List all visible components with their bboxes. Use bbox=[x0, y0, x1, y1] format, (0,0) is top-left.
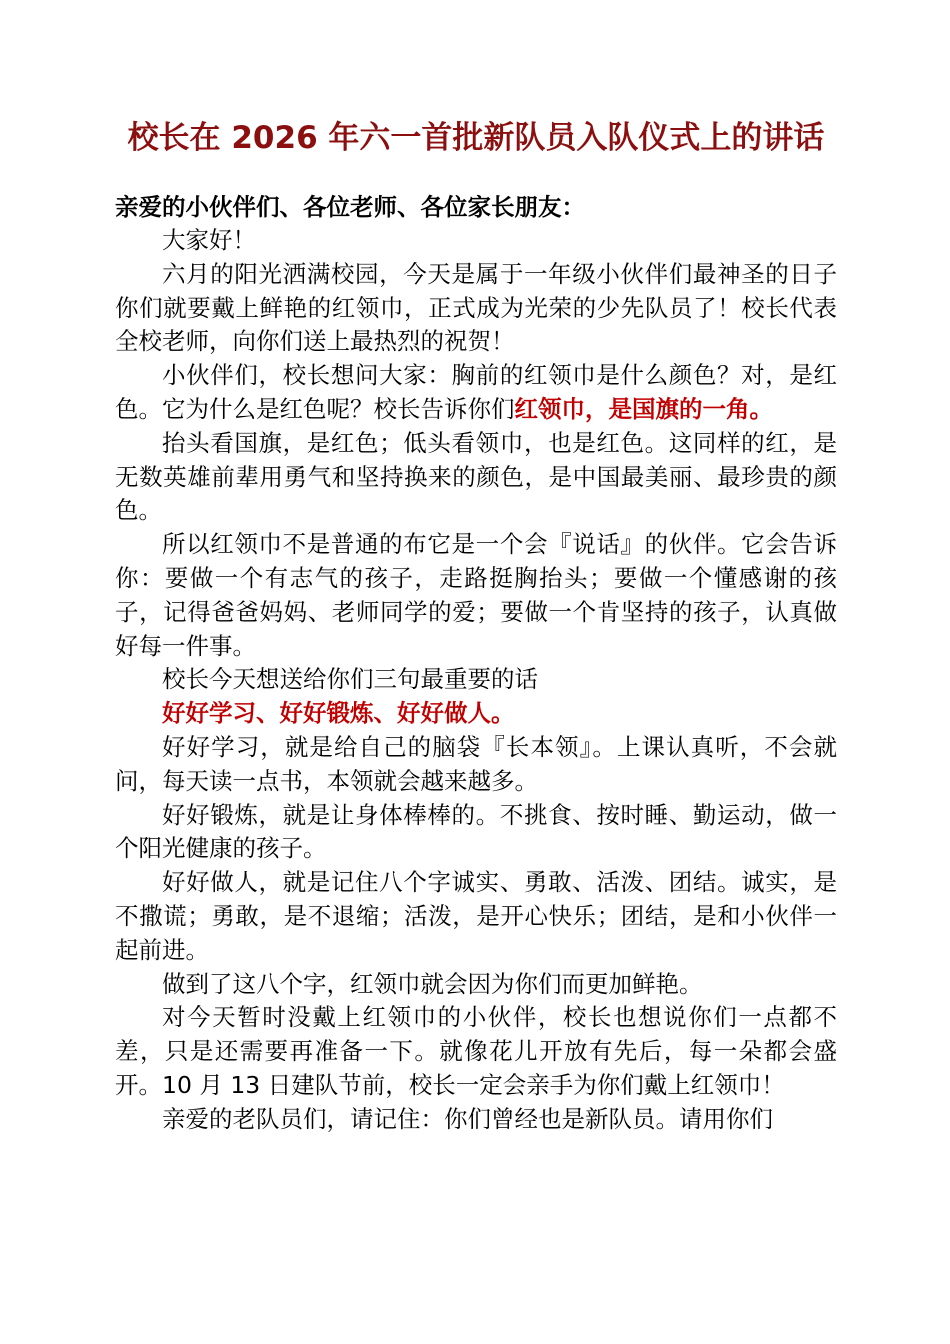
paragraph-exercise: 好好锻炼，就是让身体棒棒的。不挑食、按时睡、勤运动，做一个阳光健康的孩子。 bbox=[115, 800, 837, 863]
paragraph-three-sentences-intro: 校长今天想送给你们三句最重要的话 bbox=[162, 665, 538, 694]
document-title: 校长在 2026 年六一首批新队员入队仪式上的讲话 bbox=[127, 120, 825, 156]
paragraph-eight-characters: 做到了这八个字，红领巾就会因为你们而更加鲜艳。 bbox=[162, 969, 703, 998]
paragraph-red-color: 抬头看国旗，是红色；低头看领巾，也是红色。这同样的红，是无数英雄前辈用勇气和坚持换来的颜色，是中国最美丽、最珍贵的颜色。 bbox=[115, 428, 837, 525]
paragraph-old-members: 亲爱的老队员们，请记住：你们曾经也是新队员。请用你们 bbox=[162, 1104, 773, 1133]
emphasis-flag-corner: 红领巾，是国旗的一角。 bbox=[514, 394, 773, 423]
paragraph-character: 好好做人，就是记住八个字诚实、勇敢、活泼、团结。诚实，是不撒谎；勇敢，是不退缩；活泼，是开心快乐；团结，是和小伙伴一起前进。 bbox=[115, 868, 837, 964]
paragraph-congratulation: 六月的阳光洒满校园，今天是属于一年级小伙伴们最神圣的日子你们就要戴上鲜艳的红领巾，正式成为光荣的少先队员了！校长代表全校老师，向你们送上最热烈的祝贺！ bbox=[115, 259, 837, 356]
paragraph-greeting: 大家好！ bbox=[162, 226, 256, 254]
emphasis-three-sentences: 好好学习、好好锻炼、好好做人。 bbox=[162, 699, 515, 728]
paragraph-question-text: 小伙伴们，校长想问大家：胸前的红领巾是什么颜色？对，是红色。它为什么是红色呢？校长告诉你们 bbox=[115, 361, 837, 423]
document-page bbox=[115, 112, 837, 1137]
paragraph-not-yet-members: 对今天暂时没戴上红领巾的小伙伴，校长也想说你们一点都不差，只是还需要再准备一下。就像花儿开放有先后，每一朵都会盛开。10 月 13 日建队节前，校长一定会亲手为你们戴上红领巾！ bbox=[115, 1003, 837, 1099]
paragraph-question bbox=[115, 359, 837, 427]
paragraph-study: 好好学习，就是给自己的脑袋『长本领』。上课认真听，不会就问，每天读一点书，本领就会越来越多。 bbox=[115, 732, 837, 795]
paragraph-scarf-partner: 所以红领巾不是普通的布它是一个会『说话』的伙伴。它会告诉你：要做一个有志气的孩子，走路挺胸抬头；要做一个懂感谢的孩子，记得爸爸妈妈、老师同学的爱；要做一个肯坚持的孩子，认真做好每一件事。 bbox=[115, 530, 837, 660]
salutation: 亲爱的小伙伴们、各位老师、各位家长朋友： bbox=[115, 193, 585, 221]
